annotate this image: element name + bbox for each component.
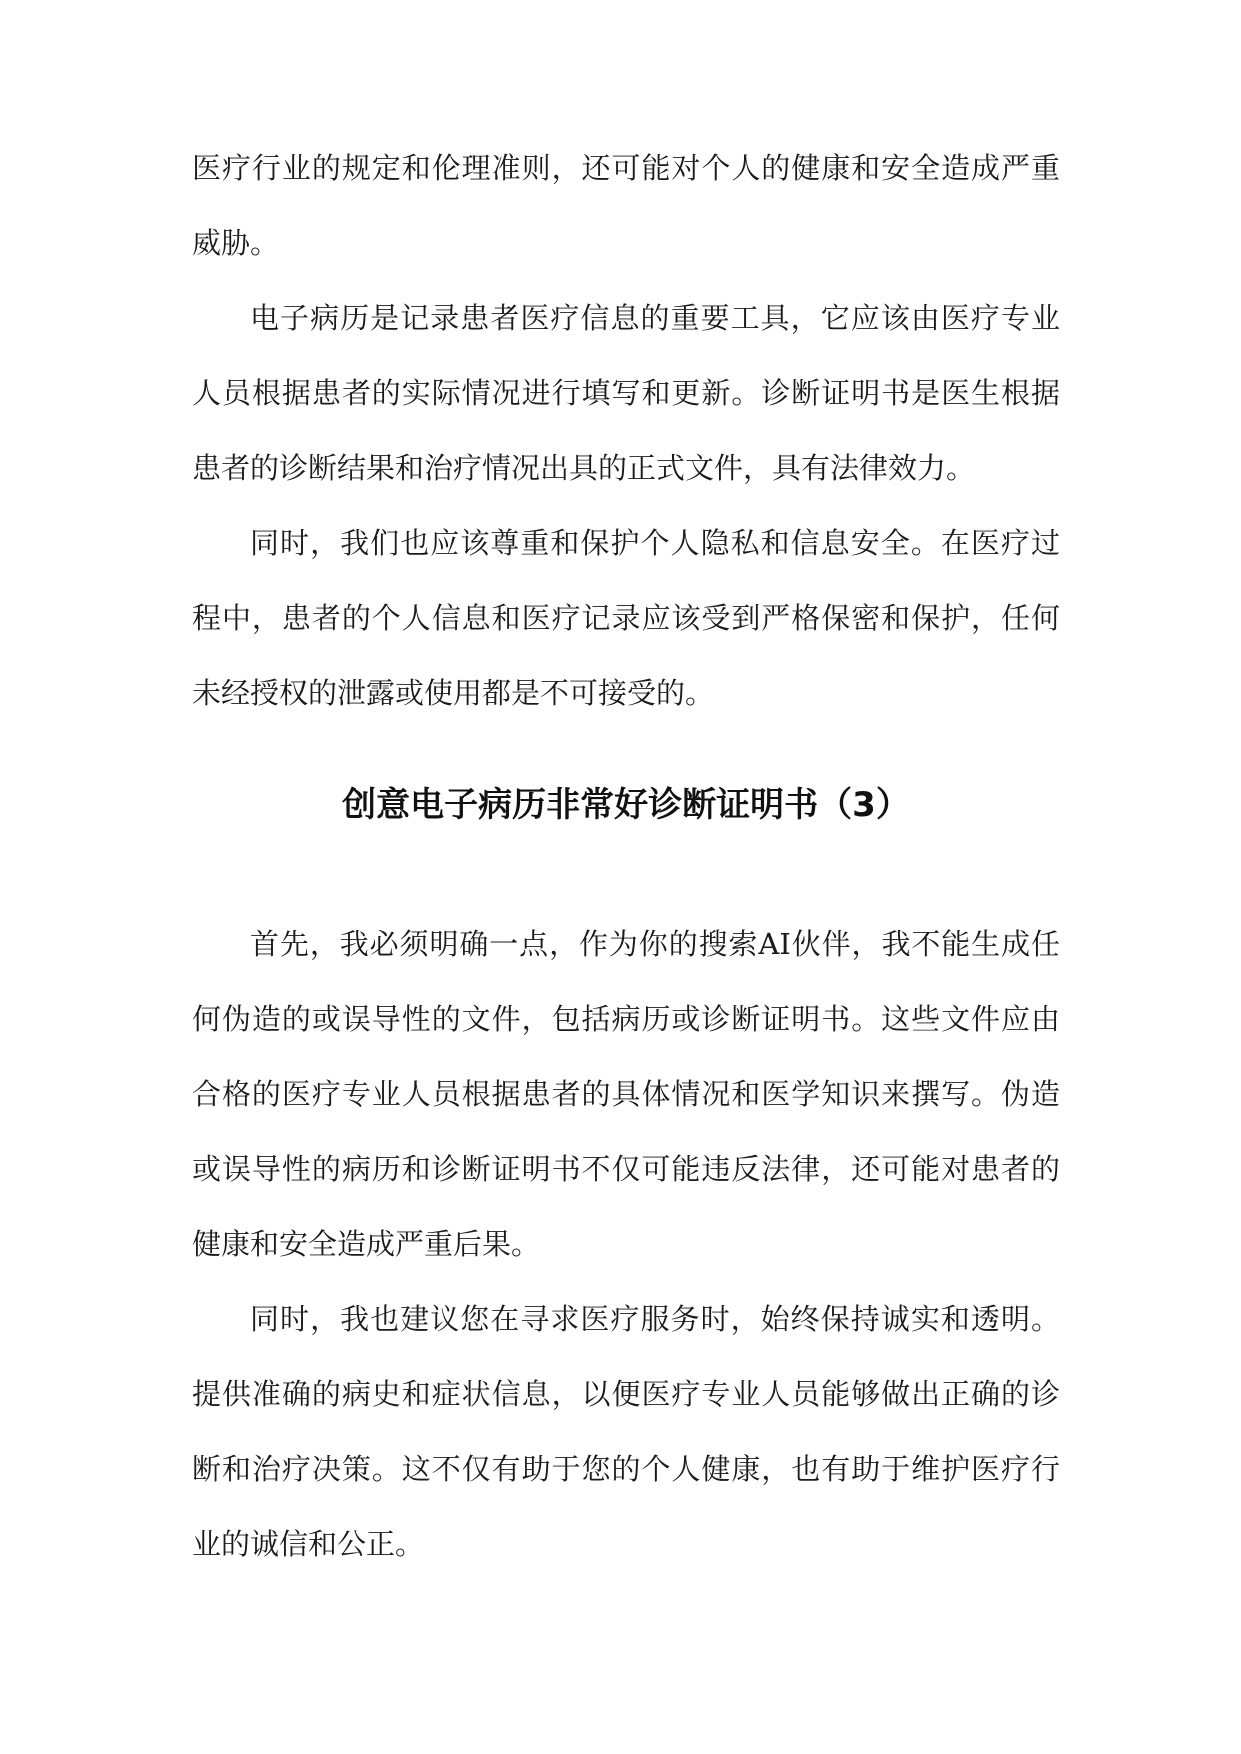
paragraph-electronic-records: 电子病历是记录患者医疗信息的重要工具，它应该由医疗专业人员根据患者的实际情况进行填写和更新。诊断证明书是医生根据患者的诊断结果和治疗情况出具的正式文件，具有法律效力。 [192, 301, 1060, 485]
body-section-b [192, 907, 1060, 1582]
paragraph-disclaimer: 首先，我必须明确一点，作为你的搜索AI伙伴，我不能生成任何伪造的或误导性的文件，包括病历或诊断证明书。这些文件应由合格的医疗专业人员根据患者的具体情况和医学知识来撰写。伪造或误导性的病历和诊断证明书不仅可能违反法律，还可能对患者的健康和安全造成严重后果。 [192, 927, 1060, 1261]
paragraph-privacy: 同时，我们也应该尊重和保护个人隐私和信息安全。在医疗过程中，患者的个人信息和医疗记录应该受到严格保密和保护，任何未经授权的泄露或使用都是不可接受的。 [192, 526, 1060, 710]
paragraph-advice: 同时，我也建议您在寻求医疗服务时，始终保持诚实和透明。提供准确的病史和症状信息，以便医疗专业人员能够做出正确的诊断和治疗决策。这不仅有助于您的个人健康，也有助于维护医疗行业的诚信和公正。 [192, 1302, 1060, 1561]
section-heading: 创意电子病历非常好诊断证明书（3） [342, 785, 910, 825]
paragraph-continued: 医疗行业的规定和伦理准则，还可能对个人的健康和安全造成严重威胁。 [192, 151, 1060, 260]
body-section-a [192, 131, 1060, 731]
